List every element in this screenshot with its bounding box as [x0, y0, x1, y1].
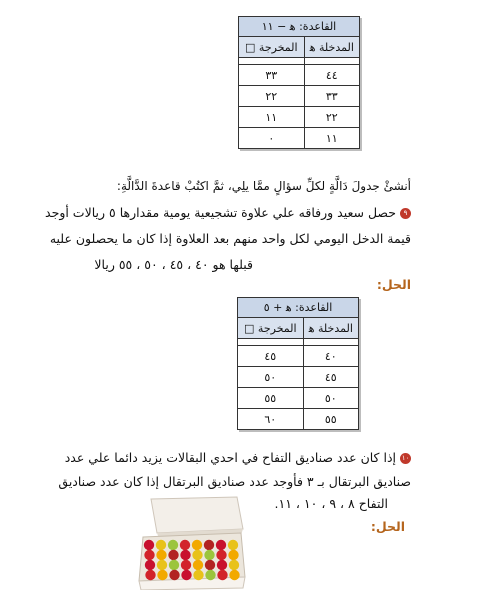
problem-9-line-2: قيمة الدخل اليومي لكل واحد منهم بعد العلاوة إذا كان ما يحصلون عليه: [49, 231, 411, 246]
problem-9-line-3: قبلها هو ٤٠ ، ٤٥ ، ٥٠ ، ٥٥ ريالا: [94, 257, 253, 272]
apple: [193, 570, 203, 580]
apple: [217, 570, 227, 580]
table-rule: القاعدة: ﻫ + ٥: [238, 298, 359, 318]
apple: [181, 560, 191, 570]
table-cell: ١١: [239, 107, 305, 128]
problem-text: حصل سعيد ورفاقه علي علاوة تشجيعية يومية مقدارها ٥ ريالات أوجد: [45, 205, 396, 220]
instruction-text: أنشئْ جدولَ دَالَّةٍ لكلِّ سؤالٍ ممَّا يلِي، ثمَّ اكتُبْ قاعدةَ الدَّالَّةِ:: [116, 179, 411, 193]
table-cell: ٥٠: [303, 388, 358, 409]
problem-number-badge: ٩: [400, 208, 411, 219]
apple: [168, 550, 178, 560]
column-header-output: المخرجة □: [238, 318, 304, 339]
apple: [216, 540, 226, 550]
table-cell: ٤٠: [303, 346, 358, 367]
function-table-2: [237, 297, 359, 430]
column-header-output: المخرجة □: [239, 37, 305, 58]
table-cell: ٥٠: [238, 367, 304, 388]
table-row: [239, 86, 360, 107]
apple: [192, 540, 202, 550]
apple: [144, 550, 154, 560]
apple: [180, 540, 190, 550]
apple: [157, 570, 167, 580]
apple: [168, 540, 178, 550]
apple: [216, 550, 226, 560]
solution-label: الحل:: [376, 277, 411, 292]
apple: [204, 550, 214, 560]
table-cell: ١١: [304, 128, 359, 149]
column-header-input: المدخلة ﻫ: [303, 318, 358, 339]
apple: [229, 570, 239, 580]
apple: [192, 550, 202, 560]
apple: [156, 550, 166, 560]
table-cell: ٣٣: [239, 65, 305, 86]
table-cell: ٤٥: [303, 367, 358, 388]
table-row: [239, 107, 360, 128]
table-cell: ٥٥: [238, 388, 304, 409]
table-cell: ٢٢: [304, 107, 359, 128]
problem-10-line-3: التفاح ٨ ، ٩ ، ١٠ ، ١١.: [274, 496, 388, 511]
apple: [229, 560, 239, 570]
table-row: [238, 388, 359, 409]
table-row: [238, 346, 359, 367]
problem-10-line-1: [65, 450, 411, 465]
apple: [145, 570, 155, 580]
table-row: [238, 367, 359, 388]
apple: [156, 540, 166, 550]
table-cell: ٥٥: [303, 409, 358, 430]
table-row: [239, 65, 360, 86]
apple: [204, 540, 214, 550]
table-cell: ٢٢: [239, 86, 305, 107]
apple: [193, 560, 203, 570]
table-cell: ٠: [239, 128, 305, 149]
table-cell: ٤٤: [304, 65, 359, 86]
apple: [180, 550, 190, 560]
table-cell: ٦٠: [238, 409, 304, 430]
apple: [205, 570, 215, 580]
problem-9-line-1: [45, 205, 411, 220]
problem-number-badge: ١٠: [401, 454, 410, 462]
apple: [228, 550, 238, 560]
column-header-input: المدخلة ﻫ: [304, 37, 359, 58]
problem-text: إذا كان عدد صناديق التفاح في احدي البقالات يزيد دائما علي عدد: [64, 450, 396, 465]
table-cell: ٣٣: [304, 86, 359, 107]
apple: [217, 560, 227, 570]
apple: [181, 570, 191, 580]
solution-label: الحل:: [370, 519, 405, 534]
apple: [228, 540, 238, 550]
apple: [169, 570, 179, 580]
apple: [145, 560, 155, 570]
problem-10-line-2: صناديق البرتقال بـ ٣ فأوجد عدد صناديق البرتقال إذا كان عدد صناديق: [58, 474, 411, 489]
apple: [169, 560, 179, 570]
function-table-1: [238, 16, 360, 149]
apple: [205, 560, 215, 570]
apple-box-image: [137, 495, 247, 590]
table-rule: القاعدة: ﻫ − ١١: [239, 17, 360, 37]
apple: [157, 560, 167, 570]
table-row: [239, 128, 360, 149]
apple: [144, 540, 154, 550]
table-row: [238, 409, 359, 430]
table-cell: ٤٥: [238, 346, 304, 367]
